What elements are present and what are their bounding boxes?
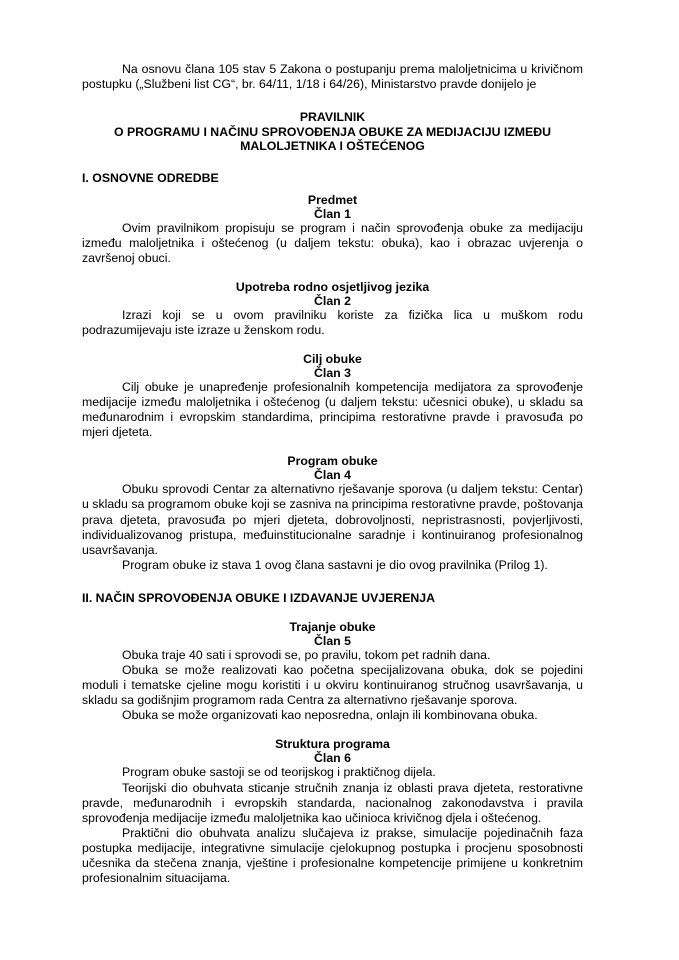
title-line-1: PRAVILNIK (299, 110, 366, 125)
section-title: Predmet (307, 192, 358, 207)
preamble: Na osnovu člana 105 stav 5 Zakona o postupanju prema maloljetnicima u krivičnom postupku („Službeni list CG“, br. 64/11, 1/18 i 64/26), Ministarstvo pravde donijelo je (82, 62, 583, 92)
chapter-heading-1: I. OSNOVNE ODREDBE (82, 171, 219, 186)
paragraph: Program obuke iz stava 1 ovog člana sastavni je dio ovog pravilnika (Prilog 1). (122, 557, 548, 572)
section-title: Upotreba rodno osjetljivog jezika (235, 279, 430, 294)
chapter-heading-2: II. NAČIN SPROVOĐENJA OBUKE I IZDAVANJE UVJERENJA (82, 590, 436, 605)
section-heading (82, 352, 583, 380)
section-title: Trajanje obuke (289, 620, 376, 634)
article-number: Član 4 (314, 468, 351, 483)
article-number: Član 1 (314, 206, 351, 221)
article-number: Član 5 (314, 634, 351, 648)
section-heading (82, 620, 583, 648)
paragraph: Ovim pravilnikom propisuju se program i način sprovođenja obuke za medijaciju između maloljetnika i oštećenog (u daljem tekstu: obuka), kao i obrazac uvjerenja o završenoj obuci. (82, 220, 583, 265)
paragraph: Cilj obuke je unapređenje profesionalnih kompetencija medijatora za sprovođenje medijacije između maloljetnika i oštećenog (u daljem tekstu: učesnici obuke), u skladu sa međunarodnim i evropskim standardima, principima restorativne pravde i pravosuđa po mjeri djeteta. (82, 379, 583, 440)
paragraph: Obuka traje 40 sati i sprovodi se, po pravilu, tokom pet radnih dana. (122, 648, 491, 662)
article-number: Član 2 (314, 293, 351, 308)
section-title: Struktura programa (275, 737, 390, 752)
section-title: Program obuke (287, 454, 378, 469)
section-heading (82, 454, 583, 482)
paragraph: Obuka se može realizovati kao početna specijalizovana obuka, dok se pojedini moduli i tematske cjeline mogu koristiti i u okviru kontinuiranog stručnog usavršavanja, u skladu sa godišnjim programom rada Centra za alternativno rješavanje sporova. (82, 663, 583, 708)
document-title (82, 110, 583, 153)
paragraph: Izrazi koji se u ovom pravilniku koriste za fizička lica u muškom rodu podrazumijevaju iste izraze u ženskom rodu. (82, 307, 583, 337)
article-number: Član 6 (314, 751, 351, 766)
section-heading (82, 193, 583, 221)
article-number: Član 3 (314, 365, 351, 380)
title-line-3: MALOLJETNIKA I OŠTEĆENOG (240, 139, 425, 153)
title-line-2: O PROGRAMU I NAČINU SPROVOĐENJA OBUKE ZA MEDIJACIJU IZMEĐU (113, 124, 552, 139)
section-heading (82, 737, 583, 765)
section-heading (82, 280, 583, 308)
paragraph: Praktični dio obuhvata analizu slučajeva iz prakse, simulacije pojedinačnih faza postupka medijacije, integrativne simulacije cjelokupnog postupka i procjenu sposobnosti učesnika da stečena znanja, vještine i profesionalne kompetencije primijene u konkretnim profesionalnim situacijama. (82, 825, 583, 886)
paragraph: Program obuke sastoji se od teorijskog i praktičnog dijela. (122, 765, 436, 780)
paragraph: Obuka se može organizovati kao neposredna, onlajn ili kombinovana obuka. (122, 708, 538, 723)
paragraph: Obuku sprovodi Centar za alternativno rješavanje sporova (u daljem tekstu: Centar) u skladu sa programom obuke koji se zasniva na principima restorativne pravde, poštovanja prava djeteta, pravosuđa po mjeri djeteta, dobrovoljnosti, nepristrasnosti, povjerljivosti, individualizovanog pristupa, međuinstitucionalne saradnje i kontinuiranog profesionalnog usavršavanja. (82, 482, 583, 557)
section-title: Cilj obuke (303, 351, 362, 366)
paragraph: Teorijski dio obuhvata sticanje stručnih znanja iz oblasti prava djeteta, restorativne pravde, međunarodnih i evropskih standarda, nacionalnog zakonodavstva i pravila sprovođenja medijacije između maloljetnika kao učinioca krivičnog djela i oštećenog. (82, 780, 583, 825)
